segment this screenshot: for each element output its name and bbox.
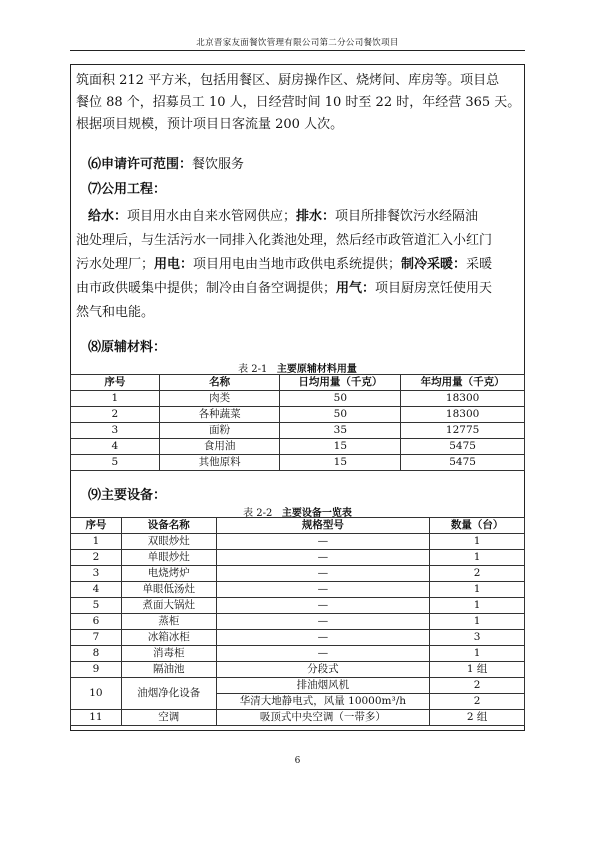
table-cell: 分段式: [216, 662, 430, 678]
table-cell: 5: [71, 455, 160, 471]
table-cell: 1: [430, 646, 525, 662]
heat-label: 制冷采暖：: [401, 257, 467, 272]
table-header: 年均用量（千克）: [401, 375, 525, 391]
table-cell: 食用油: [159, 439, 280, 455]
materials-table: [70, 374, 525, 471]
table-cell: 5: [71, 598, 122, 614]
section-9-label: ⑼主要设备：: [88, 488, 167, 503]
table-row: [71, 598, 525, 614]
table2-caption-no: 表 2-2: [243, 508, 273, 519]
table-cell: —: [216, 614, 430, 630]
table-cell: 2: [430, 678, 525, 694]
table-cell: 12775: [401, 423, 525, 439]
table2-caption-title: 主要设备一览表: [281, 508, 352, 519]
table-cell: 6: [71, 614, 122, 630]
table-cell: 5475: [401, 439, 525, 455]
table-cell: 2 组: [430, 710, 525, 726]
table-cell: —: [216, 582, 430, 598]
table-cell: 单眼低汤灶: [121, 582, 216, 598]
table-row: [71, 423, 525, 439]
table-cell: 电烧烤炉: [121, 566, 216, 582]
drain-text: 项目所排餐饮污水经隔油: [335, 209, 479, 224]
page-number: 6: [294, 756, 301, 766]
gas-label: 用气：: [336, 281, 376, 296]
table-cell: —: [216, 630, 430, 646]
table-row: [71, 646, 525, 662]
table-cell: 吸顶式中央空调（一带多）: [216, 710, 430, 726]
table-cell: 4: [71, 582, 122, 598]
table-cell: 50: [280, 407, 401, 423]
table-header: 数量（台）: [430, 518, 525, 534]
page-header: 北京晋家友面餐饮管理有限公司第二分公司餐饮项目: [196, 38, 399, 48]
intro-line-2: 餐位 88 个，招募员工 10 人，日经营时间 10 时至 22 时，年经营 365 天。: [76, 95, 521, 110]
table-cell: 10: [71, 678, 122, 710]
table-row: [71, 550, 525, 566]
equipment-table: [70, 517, 525, 726]
table-row: [71, 678, 525, 694]
utility-line-3-pre: 污水处理厂；: [76, 257, 155, 272]
table-cell: —: [216, 550, 430, 566]
utility-line-1: [88, 206, 522, 229]
table-cell: 7: [71, 630, 122, 646]
section-8-label: ⑻原辅材料：: [88, 340, 167, 355]
table-cell: 各种蔬菜: [159, 407, 280, 423]
table-cell: 1: [71, 391, 160, 407]
table-cell: 3: [71, 423, 160, 439]
table-cell: 单眼炒灶: [121, 550, 216, 566]
utility-line-4-text: 由市政供暖集中提供；制冷由自备空调提供；: [76, 281, 337, 296]
table-cell: 1: [430, 582, 525, 598]
utility-line-2: 池处理后，与生活污水一同排入化粪池处理，然后经市政管道汇入小红门: [76, 233, 493, 248]
table-cell: 11: [71, 710, 122, 726]
table-header: 设备名称: [121, 518, 216, 534]
table-cell: 油烟净化设备: [121, 678, 216, 710]
table-cell: 消毒柜: [121, 646, 216, 662]
utility-line-4: [76, 278, 522, 301]
table-row: [71, 582, 525, 598]
table-row: [71, 455, 525, 471]
table-cell: 50: [280, 391, 401, 407]
utility-line-5: 然气和电能。: [76, 305, 155, 320]
table1-caption-no: 表 2-1: [238, 364, 268, 375]
water-label: 给水：: [88, 209, 128, 224]
power-text: 项目用电由当地市政供电系统提供；: [193, 257, 402, 272]
table-cell: —: [216, 534, 430, 550]
table-cell: 冰箱冰柜: [121, 630, 216, 646]
table-header-row: [71, 518, 525, 534]
table-cell: 肉类: [159, 391, 280, 407]
power-label: 用电：: [154, 257, 194, 272]
table-cell: 华清大地静电式，风量 10000m³/h: [216, 694, 430, 710]
intro-line-1: 筑面积 212 平方米，包括用餐区、厨房操作区、烧烤间、库房等。项目总: [76, 73, 500, 88]
table-cell: 面粉: [159, 423, 280, 439]
table-row: [71, 534, 525, 550]
table-cell: 3: [71, 566, 122, 582]
table-cell: 隔油池: [121, 662, 216, 678]
table-cell: —: [216, 646, 430, 662]
table-cell: 3: [430, 630, 525, 646]
table-cell: 双眼炒灶: [121, 534, 216, 550]
table-header: 序号: [71, 518, 122, 534]
table1-caption: [70, 360, 525, 375]
table-cell: 1: [430, 534, 525, 550]
table-header: 规格型号: [216, 518, 430, 534]
table-cell: 15: [280, 439, 401, 455]
table-header: 序号: [71, 375, 160, 391]
drain-label: 排水：: [296, 209, 336, 224]
table-cell: 蒸柜: [121, 614, 216, 630]
table-cell: 15: [280, 455, 401, 471]
table-cell: 排油烟风机: [216, 678, 430, 694]
table-cell: 5475: [401, 455, 525, 471]
table-row: [71, 630, 525, 646]
table-cell: 9: [71, 662, 122, 678]
section-6-text: 餐饮服务: [192, 157, 245, 172]
table-row: [71, 662, 525, 678]
section-6: [88, 154, 244, 176]
table-cell: 1: [71, 534, 122, 550]
table-cell: 4: [71, 439, 160, 455]
table-cell: 2: [430, 694, 525, 710]
water-text: 项目用水由自来水管网供应；: [127, 209, 297, 224]
table-cell: 18300: [401, 391, 525, 407]
table-row: [71, 614, 525, 630]
section-7-label: ⑺公用工程：: [88, 182, 167, 197]
table-row: [71, 566, 525, 582]
intro-line-3: 根据项目规模，预计项目日客流量 200 人次。: [76, 117, 344, 132]
table-cell: —: [216, 566, 430, 582]
table-cell: 2: [71, 550, 122, 566]
table-cell: 煮面大锅灶: [121, 598, 216, 614]
table-cell: 空调: [121, 710, 216, 726]
table1-caption-title: 主要原辅材料用量: [276, 364, 357, 375]
table-cell: 1 组: [430, 662, 525, 678]
table-cell: —: [216, 598, 430, 614]
table-header: 日均用量（千克）: [280, 375, 401, 391]
utility-line-3: [76, 254, 522, 277]
table-row: [71, 391, 525, 407]
header-divider: [70, 50, 525, 51]
table-row: [71, 439, 525, 455]
gas-text: 项目厨房烹饪使用天: [375, 281, 493, 296]
table-cell: 2: [430, 566, 525, 582]
table-header: 名称: [159, 375, 280, 391]
table-row: [71, 407, 525, 423]
table-cell: 8: [71, 646, 122, 662]
heat-text: 采暖: [466, 257, 493, 272]
table-cell: 35: [280, 423, 401, 439]
table-cell: 2: [71, 407, 160, 423]
table-header-row: [71, 375, 525, 391]
table-cell: 1: [430, 598, 525, 614]
section-6-label: ⑹申请许可范围：: [88, 157, 193, 172]
table-cell: 1: [430, 614, 525, 630]
table-cell: 1: [430, 550, 525, 566]
table-cell: 18300: [401, 407, 525, 423]
table-row: [71, 710, 525, 726]
table-cell: 其他原料: [159, 455, 280, 471]
